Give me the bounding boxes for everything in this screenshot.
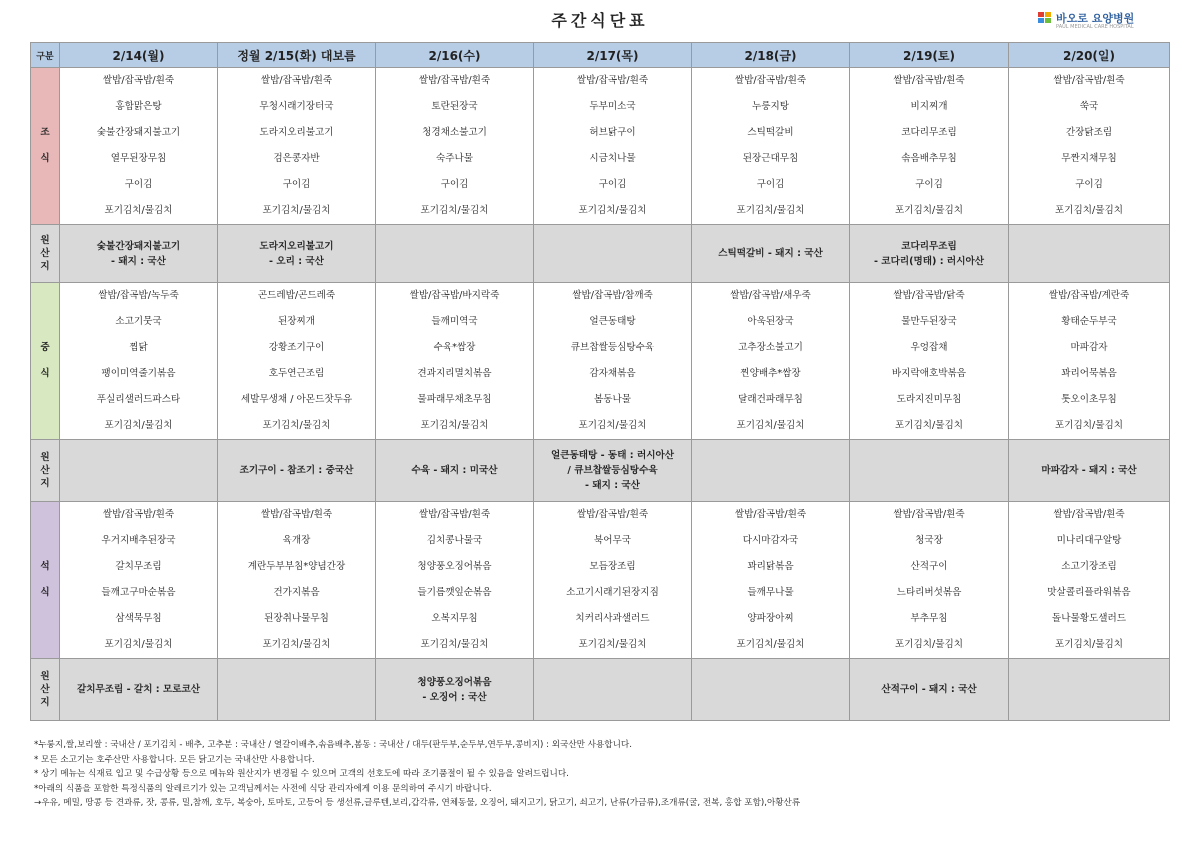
dish-item: 포기김치/물김치 xyxy=(736,639,805,650)
day-menu-cell xyxy=(218,68,376,225)
dish-item: 소고기뭇국 xyxy=(115,316,162,327)
origin-label xyxy=(31,659,60,721)
origin-cell xyxy=(1009,440,1170,502)
day-header: 2/19(토) xyxy=(850,43,1009,68)
dish-item: 얼큰동태탕 xyxy=(589,316,636,327)
dish-item: 찜닭 xyxy=(129,342,148,353)
origin-line: 청양풍오징어볶음 xyxy=(417,676,492,688)
dish-item: 구이김 xyxy=(124,179,153,190)
dish-item: 쌀밥/잡곡밥/흰죽 xyxy=(893,509,965,520)
logo-subtext: PAUL MEDICAL CARE HOSPITAL xyxy=(1056,24,1134,30)
meal-row xyxy=(31,283,1170,440)
dish-item: 꽈리어묵볶음 xyxy=(1061,368,1117,379)
dish-item: 포기김치/물김치 xyxy=(736,205,805,216)
origin-label xyxy=(31,225,60,283)
hospital-logo xyxy=(1038,10,1135,30)
dish-item: 무청시래기장터국 xyxy=(259,101,334,112)
dish-item: 포기김치/물김치 xyxy=(420,205,489,216)
origin-line: 스틱떡갈비 - 돼지 : 국산 xyxy=(718,248,823,259)
origin-label-char: 원 xyxy=(40,235,50,246)
dish-item: 스틱떡갈비 xyxy=(747,127,794,138)
day-menu-cell xyxy=(376,68,534,225)
dish-item: 시금치나물 xyxy=(589,153,636,164)
dish-item: 팽이미역줄기볶음 xyxy=(101,368,176,379)
origin-line: - 코다리(명태) : 러시아산 xyxy=(873,255,984,267)
day-menu-cell xyxy=(60,283,218,440)
dish-item: 우거지배추된장국 xyxy=(101,535,176,546)
dish-item: 숯불간장돼지불고기 xyxy=(96,127,181,138)
dish-item: 부추무침 xyxy=(910,613,948,624)
dish-item: 쌀밥/잡곡밥/흰죽 xyxy=(576,509,649,520)
dish-item: 쌀밥/잡곡밥/흰죽 xyxy=(260,509,333,520)
weekly-menu-table xyxy=(30,42,1170,721)
day-menu-cell xyxy=(692,283,850,440)
dish-item: 포기김치/물김치 xyxy=(736,420,805,431)
origin-cell xyxy=(692,225,850,283)
dish-item: 허브닭구이 xyxy=(589,127,636,138)
dish-item: 들깨고구마순볶음 xyxy=(101,587,176,598)
dish-item: 소고기장조림 xyxy=(1061,561,1117,572)
origin-cell xyxy=(218,659,376,721)
dish-item: 비지찌개 xyxy=(910,101,948,112)
day-menu-cell xyxy=(376,283,534,440)
dish-item: 북어무국 xyxy=(593,535,632,546)
origin-cell xyxy=(1009,659,1170,721)
note-line: * 모든 소고기는 호주산만 사용합니다. 모든 닭고기는 국내산만 사용합니다. xyxy=(34,754,315,765)
origin-line: 도라지오리불고기 xyxy=(259,240,334,252)
dish-item: 구이김 xyxy=(282,179,311,190)
dish-item: 꽈리닭볶음 xyxy=(747,561,794,572)
day-menu-cell xyxy=(1009,283,1170,440)
day-header: 2/16(수) xyxy=(376,43,534,68)
origin-label-char: 원 xyxy=(40,671,50,682)
dish-item: 포기김치/물김치 xyxy=(104,639,173,650)
dish-item: 쌀밥/잡곡밥/흰죽 xyxy=(102,509,175,520)
day-menu-cell xyxy=(850,283,1009,440)
day-menu-cell xyxy=(60,502,218,659)
meal-row xyxy=(31,502,1170,659)
dish-item: 쌀밥/잡곡밥/흰죽 xyxy=(418,75,491,86)
dish-item: 포기김치/물김치 xyxy=(1054,205,1124,216)
day-header: 2/18(금) xyxy=(692,43,850,68)
day-menu-cell xyxy=(534,283,692,440)
dish-item: 견과지리멸치볶음 xyxy=(417,368,492,379)
dish-item: 감자채볶음 xyxy=(589,368,636,379)
dish-item: 포기김치/물김치 xyxy=(420,420,489,431)
origin-cell xyxy=(60,440,218,502)
origin-line: 산적구이 - 돼지 : 국산 xyxy=(881,684,977,695)
dish-item: 쌀밥/잡곡밥/참깨죽 xyxy=(572,290,653,301)
dish-item: 숙주나물 xyxy=(435,153,474,164)
dish-item: 미나리대구알탕 xyxy=(1056,535,1122,546)
dish-item: 톳오이초무침 xyxy=(1061,394,1117,405)
dish-item: 수육*쌈장 xyxy=(433,342,476,353)
dish-item: 토란된장국 xyxy=(431,101,478,112)
dish-item: 양파장아찌 xyxy=(747,613,794,624)
meal-label-char: 식 xyxy=(40,368,50,379)
meal-label xyxy=(31,502,60,659)
dish-item: 들기름깻잎순볶음 xyxy=(417,587,492,598)
note-line: * 상기 메뉴는 식재료 입고 및 수급상황 등으로 메뉴와 원산지가 변경될 수 있으며 고객의 선호도에 따라 조기품절이 될 수 있음을 알려드립니다. xyxy=(34,769,569,780)
day-menu-cell xyxy=(1009,68,1170,225)
dish-item: 도라지오리불고기 xyxy=(259,127,334,138)
origin-line: 얼큰동태탕 - 동태 : 러시아산 xyxy=(550,450,675,461)
origin-cell xyxy=(60,225,218,283)
dish-item: 쑥국 xyxy=(1079,101,1099,112)
dish-item: 쌀밥/잡곡밥/흰죽 xyxy=(734,509,807,520)
origin-line: 마파감자 - 돼지 : 국산 xyxy=(1041,465,1137,476)
day-menu-cell xyxy=(692,502,850,659)
origin-line: 조기구이 - 참조기 : 중국산 xyxy=(239,465,354,476)
dish-item: 구이김 xyxy=(440,179,469,190)
logo-text: 바오로 요양병원 xyxy=(1056,12,1135,25)
dish-item: 느타리버섯볶음 xyxy=(896,587,962,598)
dish-item: 호두연근조림 xyxy=(268,368,325,379)
dish-item: 포기김치/물김치 xyxy=(894,639,964,650)
day-menu-cell xyxy=(1009,502,1170,659)
origin-line: - 오리 : 국산 xyxy=(269,255,324,267)
meal-label-char: 조 xyxy=(40,127,50,138)
origin-line: - 돼지 : 국산 xyxy=(585,480,640,491)
dish-item: 치커리사과샐러드 xyxy=(575,613,650,624)
note-line: *누룽지,쌀,보리쌀 : 국내산 / 포기김치 - 배추, 고추분 : 국내산 / 열갈이배추,솎음배추,봄동 : 국내산 / 대두(판두부,순두부,연두부,콩비지) : 외국산만 사용합니다. xyxy=(34,740,632,750)
dish-item: 홍합맑은탕 xyxy=(115,101,162,112)
dish-item: 우엉잡채 xyxy=(910,342,948,353)
origin-cell xyxy=(850,225,1009,283)
origin-line: 수육 - 돼지 : 미국산 xyxy=(411,465,498,476)
note-line: *아래의 식품을 포함한 특정식품의 알레르기가 있는 고객님께서는 사전에 식당 관리자에게 이용 문의하여 주시기 바랍니다. xyxy=(34,783,492,794)
dish-item: 아욱된장국 xyxy=(747,316,794,327)
dish-item: 된장찌개 xyxy=(277,316,316,327)
dish-item: 포기김치/물김치 xyxy=(578,205,647,216)
dish-item: 쌀밥/잡곡밥/흰죽 xyxy=(418,509,491,520)
dish-item: 포기김치/물김치 xyxy=(420,639,489,650)
dish-item: 물파래무채초무침 xyxy=(417,394,492,405)
dish-item: 구이김 xyxy=(915,179,943,190)
dish-item: 황태순두부국 xyxy=(1061,316,1117,327)
origin-label-char: 지 xyxy=(40,478,50,489)
dish-item: 도라지진미무침 xyxy=(896,394,962,405)
dish-item: 포기김치/물김치 xyxy=(578,639,647,650)
dish-item: 강황조기구이 xyxy=(268,342,325,353)
day-header: 정월 2/15(화) 대보름 xyxy=(218,43,376,68)
dish-item: 쌀밥/잡곡밥/녹두죽 xyxy=(98,290,179,301)
dish-item: 소고기시래기된장지짐 xyxy=(566,587,659,598)
origin-cell xyxy=(534,659,692,721)
origin-row xyxy=(31,659,1170,721)
dish-item: 포기김치/물김치 xyxy=(262,205,331,216)
origin-label-char: 산 xyxy=(40,248,50,259)
origin-line: 코다리무조림 xyxy=(901,240,957,252)
dish-item: 들깨미역국 xyxy=(431,316,478,327)
origin-cell xyxy=(534,225,692,283)
origin-cell xyxy=(692,659,850,721)
dish-item: 계란두부부침*양념간장 xyxy=(247,561,346,572)
dish-item: 구이김 xyxy=(1075,179,1103,190)
dish-item: 쌀밥/잡곡밥/흰죽 xyxy=(102,75,175,86)
header-row xyxy=(31,43,1170,68)
origin-cell xyxy=(376,225,534,283)
dish-item: 물만두된장국 xyxy=(901,316,957,327)
meal-label-char: 석 xyxy=(40,561,50,572)
dish-item: 코다리무조림 xyxy=(901,127,957,138)
dish-item: 솎음배추무침 xyxy=(901,153,957,164)
dish-item: 맛살콜리플라워볶음 xyxy=(1047,587,1131,598)
dish-item: 큐브찹쌀등심탕수육 xyxy=(570,342,655,353)
day-header: 2/17(목) xyxy=(534,43,692,68)
dish-item: 쌀밥/잡곡밥/흰죽 xyxy=(260,75,333,86)
origin-label xyxy=(31,440,60,502)
dish-item: 모듬장조림 xyxy=(589,561,636,572)
origin-label-char: 산 xyxy=(40,684,50,695)
day-menu-cell xyxy=(376,502,534,659)
dish-item: 포기김치/물김치 xyxy=(262,420,331,431)
origin-cell xyxy=(376,440,534,502)
dish-item: 산적구이 xyxy=(910,561,948,572)
day-header: 2/20(일) xyxy=(1009,43,1170,68)
dish-item: 건가지볶음 xyxy=(273,587,320,598)
dish-item: 달래건파래무침 xyxy=(738,394,803,405)
page-title: 주간식단표 xyxy=(551,11,649,30)
dish-item: 푸실리샐러드파스타 xyxy=(96,394,181,405)
dish-item: 들깨무나물 xyxy=(747,587,794,598)
day-header: 2/14(월) xyxy=(60,43,218,68)
dish-item: 검은콩자반 xyxy=(273,153,320,164)
dish-item: 포기김치/물김치 xyxy=(104,420,173,431)
day-menu-cell xyxy=(850,68,1009,225)
origin-cell xyxy=(218,225,376,283)
origin-row xyxy=(31,225,1170,283)
origin-row xyxy=(31,440,1170,502)
origin-label-char: 원 xyxy=(40,452,50,463)
meal-label-char: 식 xyxy=(40,587,50,598)
dish-item: 청양풍오징어볶음 xyxy=(417,561,492,572)
meal-row xyxy=(31,68,1170,225)
origin-cell xyxy=(218,440,376,502)
dish-item: 쌀밥/잡곡밥/새우죽 xyxy=(730,290,811,301)
dish-item: 세발무생채 / 아몬드잣두유 xyxy=(240,394,353,405)
dish-item: 청경채소불고기 xyxy=(422,127,487,138)
dish-item: 고추장소불고기 xyxy=(738,342,803,353)
dish-item: 포기김치/물김치 xyxy=(1054,420,1124,431)
dish-item: 된장취나물무침 xyxy=(264,613,329,624)
note-line: →우유, 메밀, 땅콩 등 견과류, 잣, 콩류, 밀,참깨, 호두, 복숭아, 토마토, 고등어 등 생선류,글루텐,보리,갑각류, 연체동물, 오징어, 돼지고기, 닭고기, 쇠고기, 난류(가금류),조개류(굴, 전복, 홍합 포함),아황산류 xyxy=(34,798,801,809)
dish-item: 곤드레밥/곤드레죽 xyxy=(257,290,336,301)
dish-item: 마파감자 xyxy=(1070,342,1108,353)
origin-cell xyxy=(1009,225,1170,283)
day-menu-cell xyxy=(692,68,850,225)
dish-item: 청국장 xyxy=(915,535,943,546)
dish-item: 구이김 xyxy=(756,179,785,190)
origin-cell xyxy=(692,440,850,502)
dish-item: 된장근대무침 xyxy=(742,153,799,164)
day-menu-cell xyxy=(218,502,376,659)
dish-item: 육개장 xyxy=(282,535,311,546)
dish-item: 쌀밥/잡곡밥/흰죽 xyxy=(1053,509,1125,520)
dish-item: 포기김치/물김치 xyxy=(104,205,173,216)
origin-label-char: 지 xyxy=(40,697,50,708)
day-menu-cell xyxy=(534,502,692,659)
dish-item: 간장닭조림 xyxy=(1065,127,1113,138)
meal-label xyxy=(31,283,60,440)
dish-item: 쌀밥/잡곡밥/흰죽 xyxy=(893,75,965,86)
origin-line: - 돼지 : 국산 xyxy=(111,255,166,267)
dish-item: 김치콩나물국 xyxy=(426,535,483,546)
dish-item: 봄동나물 xyxy=(593,394,632,405)
notes xyxy=(34,738,800,811)
dish-item: 오복지무침 xyxy=(431,613,478,624)
dish-item: 갈치무조림 xyxy=(115,561,162,572)
dish-item: 다시마감자국 xyxy=(742,535,799,546)
origin-label-char: 산 xyxy=(40,465,50,476)
dish-item: 포기김치/물김치 xyxy=(262,639,331,650)
origin-line: 갈치무조림 - 갈치 : 모로코산 xyxy=(76,684,201,695)
dish-item: 삼색묵무침 xyxy=(115,613,162,624)
day-menu-cell xyxy=(534,68,692,225)
meal-label-char: 중 xyxy=(40,342,50,353)
logo-icon xyxy=(1038,12,1052,24)
dish-item: 쌀밥/잡곡밥/계란죽 xyxy=(1048,290,1130,301)
origin-cell xyxy=(850,659,1009,721)
origin-line: 숯불간장돼지불고기 xyxy=(96,240,181,252)
dish-item: 찐양배추*쌈장 xyxy=(740,368,801,379)
menu-body xyxy=(31,68,1170,721)
dish-item: 쌀밥/잡곡밥/흰죽 xyxy=(576,75,649,86)
dish-item: 쌀밥/잡곡밥/닭죽 xyxy=(893,290,965,301)
dish-item: 쌀밥/잡곡밥/흰죽 xyxy=(734,75,807,86)
dish-item: 포기김치/물김치 xyxy=(578,420,647,431)
dish-item: 열무된장무침 xyxy=(110,153,167,164)
origin-label-char: 지 xyxy=(40,261,50,272)
dish-item: 쌀밥/잡곡밥/흰죽 xyxy=(1053,75,1125,86)
day-menu-cell xyxy=(218,283,376,440)
origin-cell xyxy=(534,440,692,502)
meal-label-char: 식 xyxy=(40,153,50,164)
origin-line: / 큐브찹쌀등심탕수육 xyxy=(567,465,658,476)
gubun-header: 구분 xyxy=(31,43,60,68)
dish-item: 구이김 xyxy=(598,179,627,190)
dish-item: 누룽지탕 xyxy=(751,101,790,112)
day-menu-cell xyxy=(850,502,1009,659)
dish-item: 포기김치/물김치 xyxy=(894,205,964,216)
dish-item: 포기김치/물김치 xyxy=(1054,639,1124,650)
dish-item: 돌나물황도샐러드 xyxy=(1051,613,1127,624)
origin-cell xyxy=(60,659,218,721)
origin-cell xyxy=(376,659,534,721)
dish-item: 바지락애호박볶음 xyxy=(891,368,967,379)
origin-line: - 오징어 : 국산 xyxy=(422,691,487,703)
dish-item: 두부미소국 xyxy=(589,101,636,112)
dish-item: 무짠지채무침 xyxy=(1061,153,1117,164)
meal-label xyxy=(31,68,60,225)
day-menu-cell xyxy=(60,68,218,225)
dish-item: 포기김치/물김치 xyxy=(894,420,964,431)
dish-item: 쌀밥/잡곡밥/바지락죽 xyxy=(409,290,500,301)
origin-cell xyxy=(850,440,1009,502)
